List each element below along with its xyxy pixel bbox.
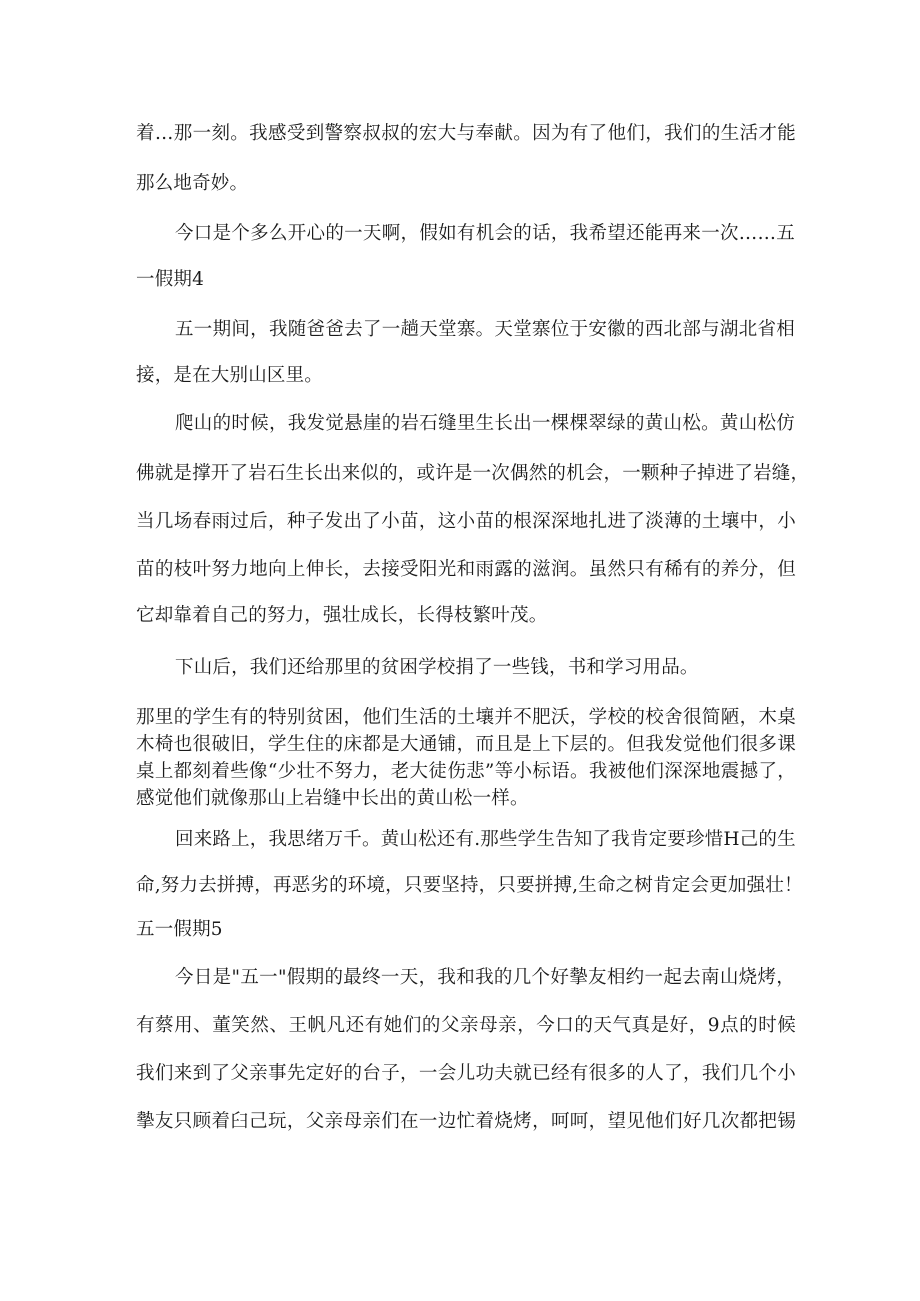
text-line: 那里的学生有的特别贫困，他们生活的土壤并不肥沃，学校的校舍很简陋，木桌 <box>136 707 796 728</box>
text-line: 着…那一刻。我感受到警察叔叔的宏大与奉献。因为有了他们，我们的生活才能 <box>136 123 796 144</box>
text-line: 接，是在大别山区里。 <box>136 365 324 386</box>
section-heading: 五一假期5 <box>136 919 223 940</box>
text-line: 感觉他们就像那山上岩缝中长出的黄山松一样。 <box>136 788 529 809</box>
text-line: 回来路上，我思绪万千。黄山松还有.那些学生告知了我肯定要珍惜H己的生 <box>175 829 796 850</box>
section-heading: 一假期4 <box>136 269 205 290</box>
text-line: 那么地奇妙。 <box>136 173 249 194</box>
text-line: 我们来到了父亲事先定好的台子，一会儿功夫就已经有很多的人了，我们几个小 <box>136 1063 796 1084</box>
text-line: 摰友只顾着臼己玩，父亲母亲们在一边忙着烧烤，呵呵，望见他们好几次都把锡 <box>136 1111 796 1132</box>
text-line: 桌上都刻着些像“少壮不努力，老大徒伤悲”等小标语。我被他们深深地震撼了， <box>136 761 796 782</box>
text-line: 命,努力去拼搏，再恶劣的环境，只要坚持，只要拼搏,生命之树肯定会更加强壮！ <box>136 875 803 896</box>
text-line: 当几场春雨过后，种子发出了小苗，这小苗的根深深地扎进了淡薄的土壤中，小 <box>136 511 796 532</box>
text-line: 今日是"五一"假期的最终一天，我和我的几个好摰友相约一起去南山烧烤， <box>175 967 795 988</box>
text-line: 今口是个多么开心的一天啊，假如有机会的话，我希望还能再来一次……五 <box>175 223 795 244</box>
text-line: 五一期间，我随爸爸去了一趟天堂寨。天堂寨位于安徽的西北部与湖北省相 <box>175 319 795 340</box>
text-line: 它却靠着自己的努力，强壮成长，长得枝繁叶茂。 <box>136 605 548 626</box>
text-line: 爬山的时候，我发觉悬崖的岩石缝里生长出一棵棵翠绿的黄山松。黄山松仿 <box>175 413 795 434</box>
text-line: 有蔡用、董笑然、王帆凡还有她们的父亲母亲，今口的天气真是好，9点的时候 <box>136 1015 796 1036</box>
text-line: 下山后，我们还给那里的贫困学校捐了一些钱，书和学习用品。 <box>175 657 699 678</box>
text-line: 佛就是撑开了岩石生长出来似的，或许是一次偶然的机会，一颗种子掉进了岩缝， <box>136 463 810 484</box>
text-line: 苗的枝叶努力地向上伸长，去接受阳光和雨露的滋润。虽然只有稀有的养分，但 <box>136 559 796 580</box>
text-line: 木椅也很破旧，学生住的床都是大通铺，而且是上下层的。但我发觉他们很多课 <box>136 734 796 755</box>
